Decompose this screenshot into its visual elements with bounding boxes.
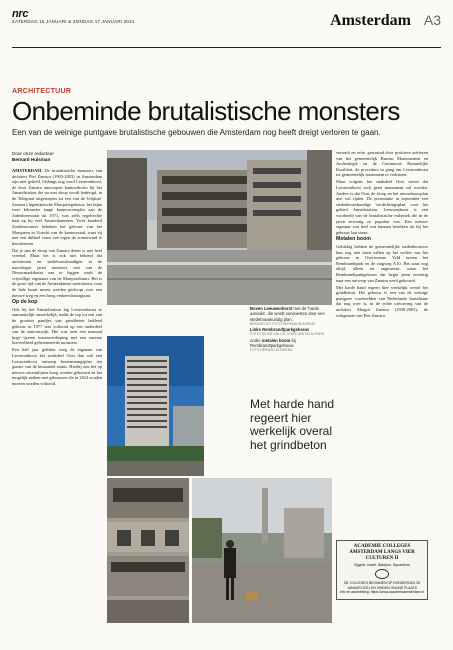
photo-rembrandtpark-tower: [107, 336, 204, 476]
caption-credit: FOTO HERMAN BUUREND: [250, 348, 293, 353]
article-intro: Een van de weinige puntgave brutalistische gebouwen die Amsterdam nog heeft dreigt verloren te gaan.: [12, 128, 381, 137]
caption-text: onder: [250, 337, 261, 343]
byline-name: Bernard Hulsman: [12, 157, 51, 162]
crest-icon: [375, 569, 389, 579]
ad-title: ACADEMIE COLLEGES AMSTERDAM LANGS VIER CULTUREN II: [349, 544, 415, 562]
subheading: Metalen boom: [336, 236, 371, 243]
byline-label: Door onze redacteur: [12, 151, 54, 156]
caption-text: bij Rembrandtparkgebouw: [250, 337, 296, 349]
byline: [12, 151, 102, 163]
lead-word: AMSTERDAM.: [12, 168, 43, 173]
paragraph: Dat je aan de sloop van Zanstra denkt is niet heel vreemd. Maar het is ook niet bekend dat architecten en stedebouwkundigen in de naoorlogse jaren monsters niet van de Nieuwmarktbuurt aan te leggen zoals de vrijwillige eigenaars van de Marquisebuurt. Het is de grote tijd van de Amsterdamse metrobouw, toen de hele buurt moest worden gesloopt voor een nieuwe weg en een hoog verkeersknooppunt.: [12, 247, 102, 298]
paragraph: [12, 168, 102, 246]
caption-bold: Links Rembrandtparkgebouw: [250, 327, 309, 333]
ad-footer: DE COLLEGES BEGINNEN OP DONDERDAG 28 JANUARI 2021 EN VINDEN ONLINE PLAATS: [343, 581, 421, 590]
photo-leeuwenhorst: [107, 150, 332, 305]
caption-bold: metalen boom: [261, 337, 291, 343]
caption-text: met de 'harde aanvals', die wordt verwoesten door een stedebouwkundig plan.: [250, 306, 325, 322]
dateline: ZATERDAG 16 JANUARI & ZONDAG 17 JANUARI 2021: [12, 19, 135, 24]
paragraph: versnelt en ertte, gestruind door positieve adviezen van het gemeentelijk Bureau Monumenten en Archeologie en de Commissie Ruimtelijke Kwaliteit, de procedure in gang om Leeuwenhorst tot gemeentelijk monument te verklaren.: [336, 150, 428, 178]
paragraph: Gelukkig hebben de gemeentelijke stedenbouwers hun oog niet laten vallen op het verlies van het gebouw in Overtoomse Veld tussen het Rembrandtpark en de ringweg A10. Het staat nog altijd, alleen en ongewenst, maar het Rembrandtparkgebouw dat begin jaren zeventig naar een ontwerp van Zanstra werd gebouwd.: [336, 244, 428, 283]
page-masthead: [12, 8, 441, 48]
caption-bold: Boven Leeuwenhorst: [250, 306, 293, 311]
paragraph: Ook bij het Amstelstation lag Leeuwenhorst er aanvankelijk onwerkelijk, nadat de top tot een van de grootste pandjes van grindbeton bekleed gebouw in 1977 was voltooid op een onderdeel van de stationswijk. Het was toen een massaal hoge ijzeren tussenverdieping met een enorme hoeveelheid gebetonneerde monsters.: [12, 306, 102, 346]
paragraph: Een half jaar geleden voeg de eigenaar van Leeuwenhorst het stadsdeel Oost dan ook een Leeuwenhorst ontwerp bestemmingsplan ten gunste van de bestaande status. Hierbij zou het op nieuwe stroomlijnen hoog worden gebouwd en het mogelijk maken met gebouwen die in 2024 zouden moeten worden voltooid.: [12, 347, 102, 386]
subheading: Op de kop: [12, 299, 38, 306]
caption-credit: BROADFOOT FOTO HERMAN BUUREND: [250, 321, 316, 326]
paragraph: Met harde hand regeert hier werkelijk overal het grindbeton. Het gebouw is een van de weinige puntgave voorbeelden van Nederlands brutalisme dat nog over is, in de echte uitvoering van de architect Margot Zanstra (1939-2003), de echtgenote van Piet Zanstra.: [336, 284, 428, 318]
ad-url[interactable]: Info en aanmelding: https://www.academicamsterdam.nl: [339, 590, 425, 595]
paragraph: Maar volgens het stadsdeel Oost weten dat Leeuwenhorst toch geen monument zal worden. Anders is dat Oost de sloop en het nieuwbouwplan niet wil rijden. De presentatie in september een stedenbouwkundige 'verdichtingsplan' voor het gebied Amstelstation. Leeuwenhorst is een voorbeeld van de brutalistische esthetiek die in de jaren zeventig zo populair was. Een nieuwe eigenaar zou heel wat kunnen bereiken als hij het gebouw laat staan.: [336, 179, 428, 235]
article-headline: Onbeminde brutalistische monsters: [12, 96, 400, 126]
photo-brutalist-detail: [107, 478, 189, 623]
page-number: A3: [423, 12, 441, 28]
article-column-4: [336, 150, 428, 535]
section-title: Amsterdam: [330, 12, 411, 29]
paragraph-text: De brutalistische monsters van architect Piet Zanstra (1905-2003) in Amsterdam zijn niet geliefd. Onlangs nog werd Leeuwenhorst, de door Zanstra ontworpen kantoorkolos bij het Amstelstation die nu met sloop wordt bedreigd, in de Telegraaf uitgeroepen tot een van de 'lelijkste' Zanstra's legendarische Marquisegebouw, het bijna twee kilometer lange kantoorcomplex aan de Jodenbreestraat uit 1971, was zelfs regelrechte haat op bij veel Amsterdammers. Twee honderd Stadsbewoners bekeken het gebouw van het Marqueen in Utrecht van de kantoorstad, waar zij met een dubbel vorm van tegen de zomerwind te beschermen.: [12, 168, 102, 246]
article-kicker: ARCHITECTUUR: [12, 88, 72, 95]
photo-woman-with-dog: [192, 478, 332, 623]
newspaper-logo: nrc: [12, 8, 29, 20]
pull-quote: Met harde hand regeert hier werkelijk overal het grindbeton: [250, 397, 335, 452]
advertisement[interactable]: [336, 540, 428, 600]
caption-credit: FOTO OSCAR HALLIS, KOEN VAN DE ALPHEN: [250, 332, 325, 337]
ad-subtitle: Egypte, Israël, Babylon, Byzantium: [354, 562, 410, 567]
article-column-1: [12, 168, 102, 642]
photo-caption: [250, 306, 334, 354]
